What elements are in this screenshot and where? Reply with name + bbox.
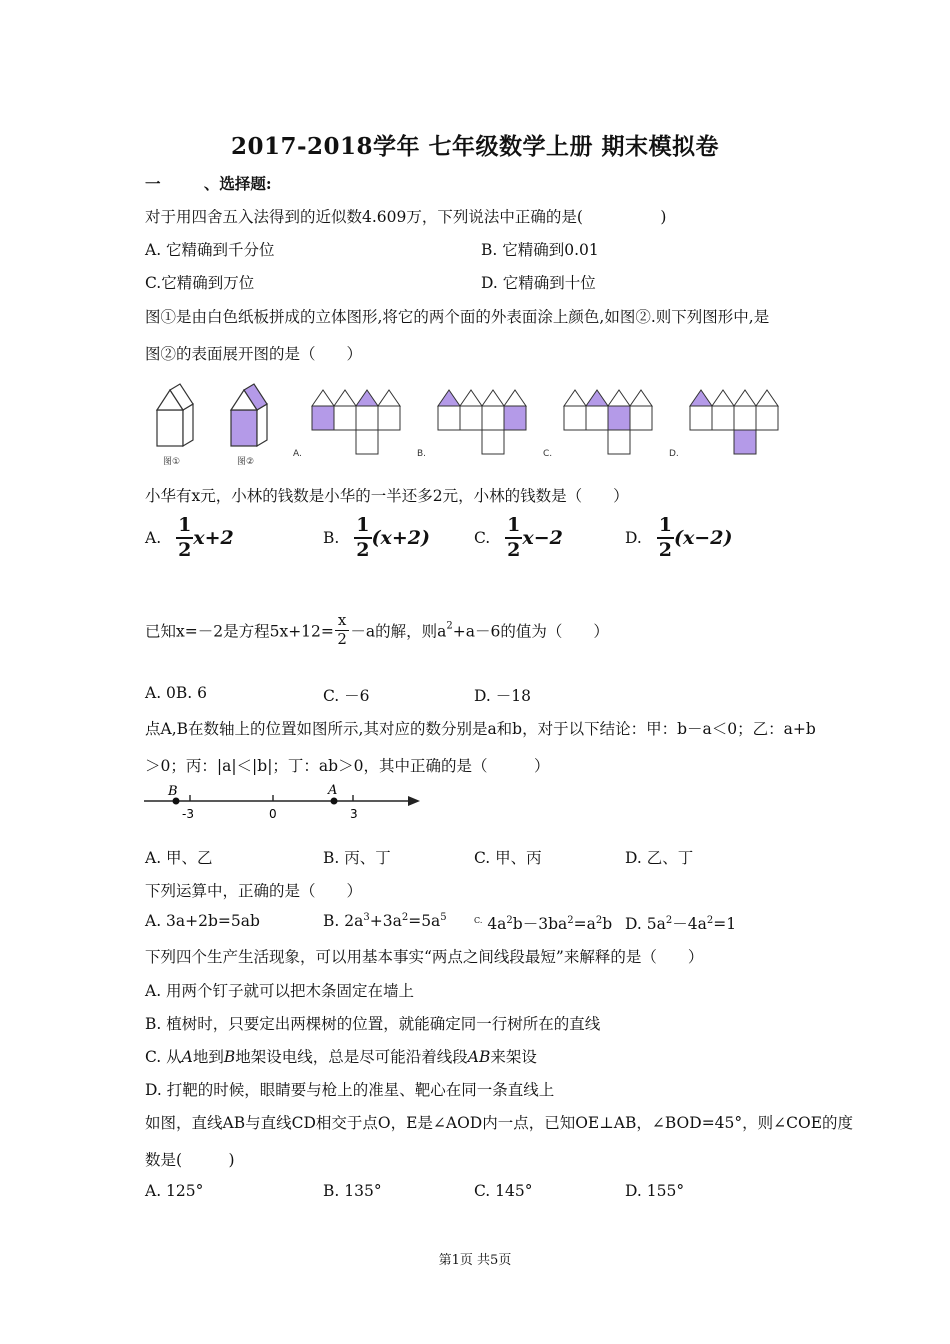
figure-1-label: 图①	[163, 457, 181, 467]
q1-option-a[interactable]: A. 它精确到千分位	[145, 241, 275, 259]
point-a-label: A	[328, 783, 338, 798]
q6-option-c[interactable]: $^{C.}$ $4a^2b-3ba^2=a^2b$	[474, 914, 613, 933]
q7-stem: 下列四个生产生活现象，可以用基本事实“两点之间线段最短”来解释的是（ ）	[145, 948, 704, 966]
section-label: 、选择题:	[203, 174, 272, 193]
q2-stem-line2: 图②的表面展开图的是（ ）	[145, 345, 363, 363]
q4-option-d[interactable]: D. －18	[474, 687, 531, 705]
point-a-dot	[331, 798, 338, 805]
q6-option-b[interactable]: B. $2a^3+3a^2=5a^5$	[323, 912, 447, 931]
net-b-label: B.	[417, 449, 427, 459]
q6-stem: 下列运算中，正确的是（ ）	[145, 882, 363, 900]
q1-option-d[interactable]: D. 它精确到十位	[481, 274, 596, 292]
q1-option-c[interactable]: C.它精确到万位	[145, 274, 255, 292]
number-line	[140, 780, 430, 825]
q7-option-c[interactable]: C. 从A地到B地架设电线，总是尽可能沿着线段AB来架设	[145, 1048, 537, 1066]
q7-option-a[interactable]: A. 用两个钉子就可以把木条固定在墙上	[145, 982, 415, 1000]
q4-stem: 已知x=－2是方程5x+12= $\frac{x}{2}$ －a的解，则$a^2+a-6$的值为（ ）	[145, 611, 609, 648]
figure-2-prism	[231, 384, 267, 446]
q8-option-a[interactable]: A. 125°	[145, 1182, 204, 1200]
q8-option-d[interactable]: D. 155°	[625, 1182, 685, 1200]
q6-option-d[interactable]: D. $5a^2-4a^2=1$	[625, 914, 737, 933]
q8-option-b[interactable]: B. 135°	[323, 1182, 382, 1200]
q4-fraction: $\frac{x}{2}$	[335, 613, 349, 648]
q5-option-d[interactable]: D. 乙、丁	[625, 849, 694, 867]
q3-option-b[interactable]: B. $\frac{1}{2}$ (x+2)	[323, 514, 430, 561]
tick-label-0: 0	[269, 807, 277, 821]
q7-option-d[interactable]: D. 打靶的时候，眼睛要与枪上的准星、靶心在同一条直线上	[145, 1081, 555, 1099]
net-c-label: C.	[543, 449, 553, 459]
q1-stem: 对于用四舍五入法得到的近似数4.609万，下列说法中正确的是( )	[145, 208, 667, 226]
q3-option-a[interactable]: A. $\frac{1}{2}$ x+2	[145, 514, 234, 561]
q8-option-c[interactable]: C. 145°	[474, 1182, 533, 1200]
net-option-a	[312, 390, 400, 454]
net-option-c	[564, 390, 652, 454]
q4-option-c[interactable]: C. －6	[323, 687, 370, 705]
figure-1-prism	[157, 384, 193, 446]
q2-stem-line1: 图①是由白色纸板拼成的立体图形,将它的两个面的外表面涂上颜色,如图②.则下列图形中,是	[145, 308, 770, 326]
section-number: 一	[145, 174, 161, 193]
q5-option-b[interactable]: B. 丙、丁	[323, 849, 391, 867]
net-d-label: D.	[669, 449, 679, 459]
q2-figures	[145, 380, 795, 472]
q3-stem: 小华有x元，小林的钱数是小华的一半还多2元，小林的钱数是（ ）	[145, 487, 629, 505]
q5-option-a[interactable]: A. 甲、乙	[145, 849, 213, 867]
net-option-d	[690, 390, 778, 454]
tick-label-minus3: -3	[182, 807, 194, 821]
q5-option-c[interactable]: C. 甲、丙	[474, 849, 542, 867]
q8-stem-line2: 数是( )	[145, 1151, 235, 1169]
q5-stem-line2: ＞0；丙：|a|＜|b|；丁：ab＞0，其中正确的是（ ）	[145, 757, 550, 775]
q8-stem-line1: 如图，直线AB与直线CD相交于点O，E是∠AOD内一点，已知OE⊥AB，∠BOD=45°，则∠COE的度	[145, 1114, 854, 1132]
net-a-label: A.	[293, 449, 302, 459]
page-footer: 第1页 共5页	[438, 1253, 512, 1268]
q1-option-b[interactable]: B. 它精确到0.01	[481, 241, 599, 259]
tick-label-3: 3	[350, 807, 358, 821]
q4-option-ab[interactable]: A. 0B. 6	[145, 684, 208, 702]
q3-option-d[interactable]: D. $\frac{1}{2}$ (x−2)	[625, 514, 733, 561]
q7-option-b[interactable]: B. 植树时，只要定出两棵树的位置，就能确定同一行树所在的直线	[145, 1015, 601, 1033]
q5-stem-line1: 点A,B在数轴上的位置如图所示,其对应的数分别是a和b，对于以下结论：甲：b－a＜0；乙：a+b	[145, 720, 816, 738]
figure-2-label: 图②	[237, 457, 255, 467]
net-option-b	[438, 390, 526, 454]
page-title: 2017-2018学年 七年级数学上册 期末模拟卷	[230, 133, 720, 160]
section-heading	[145, 172, 272, 194]
q6-option-a[interactable]: A. 3a+2b=5ab	[145, 912, 260, 930]
point-b-label: B	[168, 784, 178, 799]
q3-option-c[interactable]: C. $\frac{1}{2}$ x−2	[474, 514, 563, 561]
